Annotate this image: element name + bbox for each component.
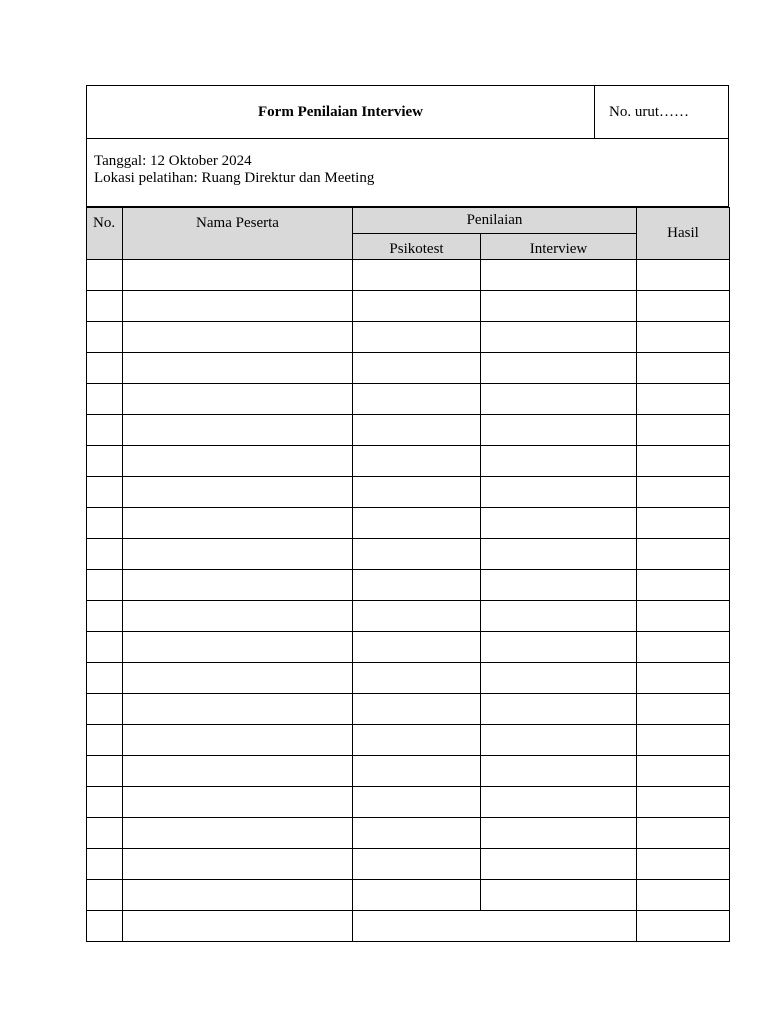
cell-interview[interactable] — [481, 849, 637, 880]
cell-psychotest[interactable] — [353, 880, 481, 911]
cell-name[interactable] — [123, 880, 353, 911]
table-row — [87, 570, 730, 601]
cell-psychotest[interactable] — [353, 632, 481, 663]
cell-result[interactable] — [637, 539, 730, 570]
assessment-form — [86, 85, 729, 942]
cell-name[interactable] — [123, 322, 353, 353]
cell-name[interactable] — [123, 694, 353, 725]
cell-psychotest[interactable] — [353, 787, 481, 818]
cell-psychotest[interactable] — [353, 849, 481, 880]
cell-name[interactable] — [123, 663, 353, 694]
cell-result[interactable] — [637, 818, 730, 849]
form-info — [87, 139, 729, 207]
cell-assessment[interactable] — [353, 911, 637, 942]
cell-no[interactable] — [87, 322, 123, 353]
cell-psychotest[interactable] — [353, 415, 481, 446]
cell-psychotest[interactable] — [353, 477, 481, 508]
table-row — [87, 539, 730, 570]
cell-no[interactable] — [87, 787, 123, 818]
table-row — [87, 694, 730, 725]
cell-name[interactable] — [123, 725, 353, 756]
cell-interview[interactable] — [481, 353, 637, 384]
cell-no[interactable] — [87, 291, 123, 322]
cell-interview[interactable] — [481, 384, 637, 415]
cell-psychotest[interactable] — [353, 508, 481, 539]
table-row — [87, 632, 730, 663]
cell-interview[interactable] — [481, 601, 637, 632]
cell-psychotest[interactable] — [353, 570, 481, 601]
cell-psychotest[interactable] — [353, 694, 481, 725]
cell-no[interactable] — [87, 353, 123, 384]
cell-name[interactable] — [123, 260, 353, 291]
form-header-table — [86, 85, 729, 207]
cell-interview[interactable] — [481, 322, 637, 353]
cell-psychotest[interactable] — [353, 291, 481, 322]
cell-interview[interactable] — [481, 725, 637, 756]
table-row — [87, 415, 730, 446]
cell-no[interactable] — [87, 539, 123, 570]
cell-name[interactable] — [123, 911, 353, 942]
cell-name[interactable] — [123, 787, 353, 818]
cell-result[interactable] — [637, 601, 730, 632]
column-header-name: Nama Peserta — [123, 208, 353, 260]
cell-psychotest[interactable] — [353, 322, 481, 353]
cell-psychotest[interactable] — [353, 539, 481, 570]
table-row — [87, 880, 730, 911]
cell-result[interactable] — [637, 725, 730, 756]
cell-name[interactable] — [123, 756, 353, 787]
table-row — [87, 818, 730, 849]
cell-interview[interactable] — [481, 818, 637, 849]
table-row — [87, 725, 730, 756]
cell-no[interactable] — [87, 818, 123, 849]
cell-result[interactable] — [637, 663, 730, 694]
cell-result[interactable] — [637, 632, 730, 663]
cell-interview[interactable] — [481, 632, 637, 663]
cell-no[interactable] — [87, 570, 123, 601]
cell-result[interactable] — [637, 260, 730, 291]
cell-no[interactable] — [87, 756, 123, 787]
cell-result[interactable] — [637, 849, 730, 880]
cell-name[interactable] — [123, 446, 353, 477]
cell-result[interactable] — [637, 291, 730, 322]
cell-interview[interactable] — [481, 880, 637, 911]
cell-result[interactable] — [637, 353, 730, 384]
cell-name[interactable] — [123, 818, 353, 849]
cell-psychotest[interactable] — [353, 818, 481, 849]
column-header-psychotest: Psikotest — [353, 234, 481, 260]
cell-name[interactable] — [123, 632, 353, 663]
column-header-interview: Interview — [481, 234, 637, 260]
sequence-number-field: No. urut…… — [595, 86, 729, 139]
cell-interview[interactable] — [481, 756, 637, 787]
table-row — [87, 446, 730, 477]
cell-no[interactable] — [87, 694, 123, 725]
cell-interview[interactable] — [481, 446, 637, 477]
cell-psychotest[interactable] — [353, 446, 481, 477]
cell-interview[interactable] — [481, 539, 637, 570]
cell-interview[interactable] — [481, 694, 637, 725]
cell-result[interactable] — [637, 508, 730, 539]
cell-result[interactable] — [637, 477, 730, 508]
cell-no[interactable] — [87, 384, 123, 415]
column-header-no: No. — [87, 208, 123, 260]
cell-result[interactable] — [637, 880, 730, 911]
cell-name[interactable] — [123, 384, 353, 415]
participant-table — [86, 207, 730, 942]
column-header-result: Hasil — [637, 208, 730, 260]
cell-result[interactable] — [637, 570, 730, 601]
cell-interview[interactable] — [481, 570, 637, 601]
cell-no[interactable] — [87, 508, 123, 539]
cell-result[interactable] — [637, 694, 730, 725]
cell-name[interactable] — [123, 849, 353, 880]
table-row — [87, 291, 730, 322]
form-title: Form Penilaian Interview — [87, 86, 595, 139]
cell-psychotest[interactable] — [353, 601, 481, 632]
cell-psychotest[interactable] — [353, 756, 481, 787]
table-row — [87, 911, 730, 942]
cell-name[interactable] — [123, 508, 353, 539]
cell-interview[interactable] — [481, 477, 637, 508]
cell-interview[interactable] — [481, 291, 637, 322]
cell-no[interactable] — [87, 446, 123, 477]
column-header-assessment: Penilaian — [353, 208, 637, 234]
cell-psychotest[interactable] — [353, 725, 481, 756]
cell-psychotest[interactable] — [353, 353, 481, 384]
cell-result[interactable] — [637, 787, 730, 818]
cell-no[interactable] — [87, 663, 123, 694]
cell-result[interactable] — [637, 446, 730, 477]
table-body — [87, 260, 730, 942]
cell-no[interactable] — [87, 415, 123, 446]
cell-interview[interactable] — [481, 787, 637, 818]
cell-no[interactable] — [87, 601, 123, 632]
table-row — [87, 384, 730, 415]
table-row — [87, 849, 730, 880]
cell-no[interactable] — [87, 849, 123, 880]
cell-interview[interactable] — [481, 508, 637, 539]
table-row — [87, 477, 730, 508]
cell-psychotest[interactable] — [353, 663, 481, 694]
table-row — [87, 601, 730, 632]
date-text: Tanggal: 12 Oktober 2024 — [94, 153, 252, 169]
table-row — [87, 508, 730, 539]
cell-name[interactable] — [123, 601, 353, 632]
cell-psychotest[interactable] — [353, 260, 481, 291]
cell-interview[interactable] — [481, 663, 637, 694]
cell-name[interactable] — [123, 477, 353, 508]
table-row — [87, 756, 730, 787]
table-row — [87, 353, 730, 384]
cell-psychotest[interactable] — [353, 384, 481, 415]
cell-name[interactable] — [123, 415, 353, 446]
cell-no[interactable] — [87, 911, 123, 942]
cell-interview[interactable] — [481, 260, 637, 291]
cell-result[interactable] — [637, 756, 730, 787]
cell-result[interactable] — [637, 384, 730, 415]
table-row — [87, 260, 730, 291]
cell-interview[interactable] — [481, 415, 637, 446]
location-text: Lokasi pelatihan: Ruang Direktur dan Meeting — [94, 170, 375, 186]
cell-result[interactable] — [637, 322, 730, 353]
cell-no[interactable] — [87, 260, 123, 291]
cell-no[interactable] — [87, 477, 123, 508]
cell-name[interactable] — [123, 539, 353, 570]
cell-result[interactable] — [637, 911, 730, 942]
cell-no[interactable] — [87, 880, 123, 911]
table-row — [87, 663, 730, 694]
table-row — [87, 322, 730, 353]
cell-name[interactable] — [123, 291, 353, 322]
cell-no[interactable] — [87, 632, 123, 663]
cell-result[interactable] — [637, 415, 730, 446]
cell-name[interactable] — [123, 353, 353, 384]
table-row — [87, 787, 730, 818]
cell-no[interactable] — [87, 725, 123, 756]
cell-name[interactable] — [123, 570, 353, 601]
